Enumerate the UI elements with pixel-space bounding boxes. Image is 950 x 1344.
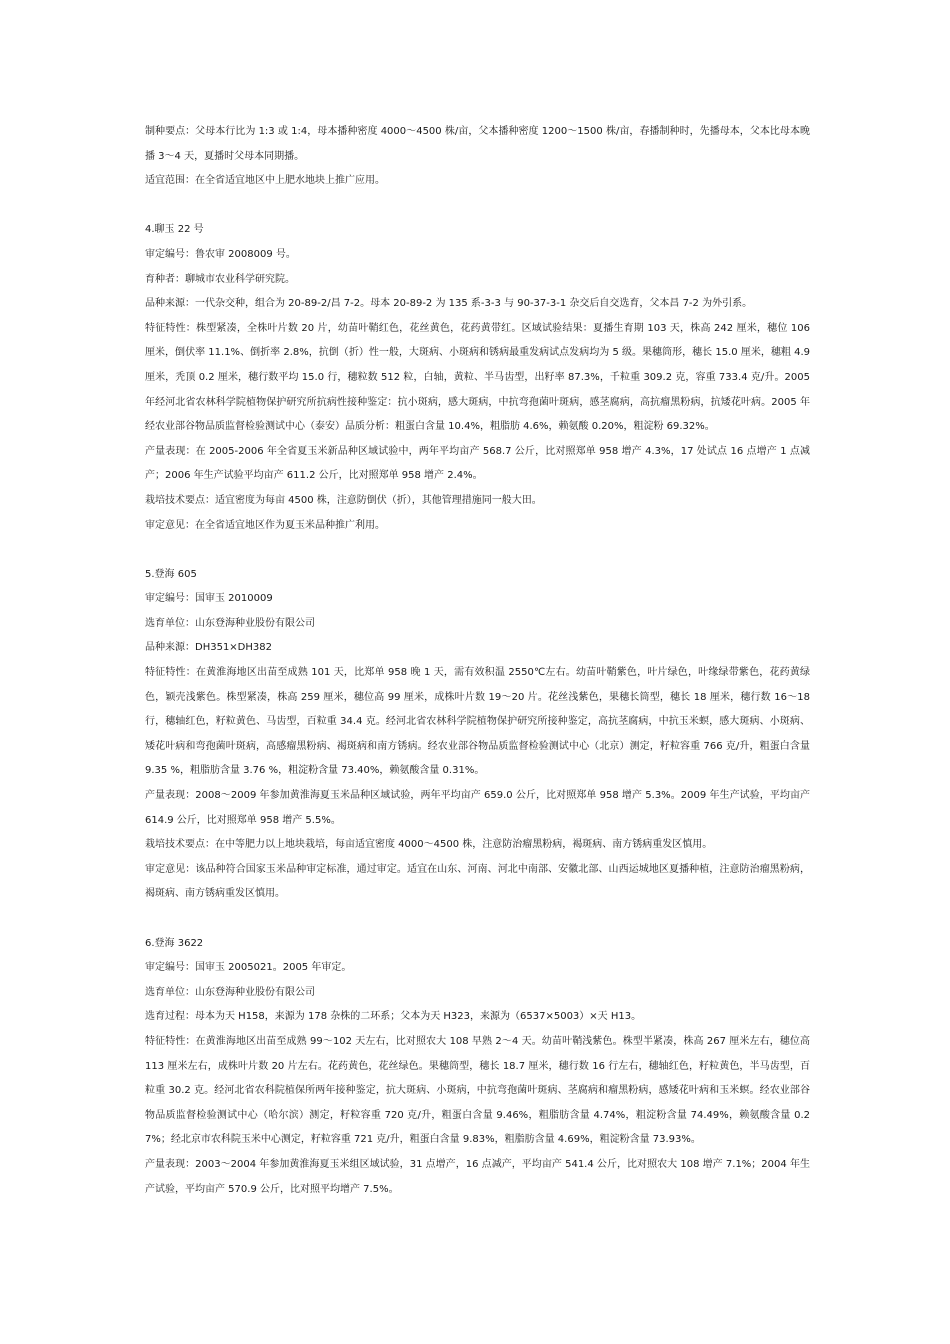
section-liaoyu-22 <box>145 218 810 538</box>
yield-performance: 产量表现：2008～2009 年参加黄淮海夏玉米品种区域试验，两年平均亩产 659.0 公斤，比对照郑单 958 增产 5.3%。2009 年生产试验，平均亩产 614.9 公斤，比对照郑单 958 增产 5.5%。 <box>145 790 810 826</box>
approval-opinion: 审定意见：该品种符合国家玉米品种审定标准，通过审定。适宜在山东、河南、河北中南部、安徽北部、山西运城地区夏播种植，注意防治瘤黑粉病，褐斑病、南方锈病重发区慎用。 <box>145 863 810 900</box>
section-title-denghai-3622: 6.登海 3622 <box>145 937 204 949</box>
section-previous-variety <box>145 120 810 194</box>
section-denghai-605 <box>145 563 810 907</box>
yield-performance: 产量表现：在 2005-2006 年全省夏玉米新品种区域试验中，两年平均亩产 568.7 公斤，比对照郑单 958 增产 4.3%，17 处试点 16 点增产 1 点减产；2006 年生产试验平均亩产 611.2 公斤，比对照郑单 958 增产 2.4%。 <box>145 445 810 482</box>
breeding-unit: 选育单位：山东登海种业股份有限公司 <box>145 986 315 998</box>
section-title-denghai-605: 5.登海 605 <box>145 568 197 580</box>
characteristics: 特征特性：在黄淮海地区出苗至成熟 101 天，比郑单 958 晚 1 天，需有效积温 2550℃左右。幼苗叶鞘紫色，叶片绿色，叶缘绿带紫色，花药黄绿色，颖壳浅紫色。株型紧凑，株高 259 厘米，穗位高 99 厘米，成株叶片数 19～20 片。花丝浅紫色，果穗长筒型，穗长 18 厘米，穗行数 16～18 行，穗轴红色，籽粒黄色、马齿型，百粒重 34.4 克。经河北省农林科学院植物保护研究所接种鉴定，高抗茎腐病，中抗玉米螟，感大斑病、小斑病、矮花叶病和弯孢菌叶斑病，高感瘤黑粉病、褐斑病和南方锈病。经农业部谷物品质监督检验测试中心（北京）测定，籽粒容重 766 克/升，粗蛋白含量 9.35 %，粗脂肪含量 3.76 %，粗淀粉含量 73.40%，赖氨酸含量 0.31%。 <box>145 667 810 777</box>
approval-opinion: 审定意见：在全省适宜地区作为夏玉米品种推广利用。 <box>145 519 385 531</box>
approval-number: 审定编号：国审玉 2010009 <box>145 593 273 605</box>
breeding-process: 选育过程：母本为天 H158，来源为 178 杂株的二环系；父本为天 H323，来源为（6537×5003）×天 H13。 <box>145 1011 642 1023</box>
section-denghai-3622 <box>145 932 810 1203</box>
section-gap <box>145 907 810 932</box>
section-gap <box>145 194 810 219</box>
seed-production-points: 制种要点：父母本行比为 1:3 或 1:4，母本播种密度 4000～4500 株/亩，父本播种密度 1200～1500 株/亩，春播制种时，先播母本，父本比母本晚播 3～4 天，夏播时父母本同期播。 <box>145 126 810 162</box>
cultivation-points: 栽培技术要点：适宜密度为每亩 4500 株，注意防倒伏（折），其他管理措施同一般大田。 <box>145 494 542 506</box>
document-body <box>145 120 810 1202</box>
suitable-range: 适宜范围：在全省适宜地区中上肥水地块上推广应用。 <box>145 175 385 187</box>
yield-performance: 产量表现：2003～2004 年参加黄淮海夏玉米组区域试验，31 点增产，16 点减产，平均亩产 541.4 公斤，比对照农大 108 增产 7.1%；2004 年生产试验，平均亩产 570.9 公斤，比对照平均增产 7.5%。 <box>145 1158 810 1195</box>
cultivation-points: 栽培技术要点：在中等肥力以上地块栽培，每亩适宜密度 4000～4500 株，注意防治瘤黑粉病，褐斑病、南方锈病重发区慎用。 <box>145 839 713 851</box>
section-title-liaoyu-22: 4.聊玉 22 号 <box>145 224 204 236</box>
characteristics: 特征特性：在黄淮海地区出苗至成熟 99～102 天左右，比对照农大 108 早熟 2～4 天。幼苗叶鞘浅紫色。株型半紧凑，株高 267 厘米左右，穗位高 113 厘米左右，成株叶片数 20 片左右。花药黄色，花丝绿色。果穗筒型，穗长 18.7 厘米，穗行数 16 行左右，穗轴红色，籽粒黄色，半马齿型，百粒重 30.2 克。经河北省农科院植保所两年接种鉴定，抗大斑病、小斑病，中抗弯孢菌叶斑病、茎腐病和瘤黑粉病，感矮花叶病和玉米螟。经农业部谷物品质监督检验测试中心（哈尔滨）测定，籽粒容重 720 克/升，粗蛋白含量 9.46%，粗脂肪含量 4.74%，粗淀粉含量 74.49%，赖氨酸含量 0.27%；经北京市农科院玉米中心测定，籽粒容重 721 克/升，粗蛋白含量 9.83%，粗脂肪含量 4.69%，粗淀粉含量 73.93%。 <box>145 1035 810 1146</box>
breeder: 育种者：聊城市农业科学研究院。 <box>145 273 295 285</box>
section-gap <box>145 538 810 563</box>
variety-origin: 品种来源：一代杂交种，组合为 20-89-2/昌 7-2。母本 20-89-2 为 135 系-3-3 与 90-37-3-1 杂交后自交选育，父本昌 7-2 为外引系。 <box>145 298 753 310</box>
variety-origin: 品种来源：DH351×DH382 <box>145 642 272 654</box>
approval-number: 审定编号：鲁农审 2008009 号。 <box>145 248 296 260</box>
characteristics: 特征特性：株型紧凑，全株叶片数 20 片，幼苗叶鞘红色，花丝黄色，花药黄带红。区域试验结果：夏播生育期 103 天，株高 242 厘米，穗位 106 厘米，倒伏率 11.1%、倒折率 2.8%，抗倒（折）性一般，大斑病、小斑病和锈病最重发病试点发病均为 5 级。果穗筒形，穗长 15.0 厘米，穗粗 4.9 厘米，秃顶 0.2 厘米，穗行数平均 15.0 行，穗粒数 512 粒，白轴，黄粒、半马齿型，出籽率 87.3%，千粒重 309.2 克，容重 733.4 克/升。2005 年经河北省农林科学院植物保护研究所抗病性接种鉴定：抗小斑病，感大斑病，中抗弯孢菌叶斑病，感茎腐病，高抗瘤黑粉病，抗矮花叶病。2005 年经农业部谷物品质监督检验测试中心（泰安）品质分析：粗蛋白含量 10.4%，粗脂肪 4.6%，赖氨酸 0.20%，粗淀粉 69.32%。 <box>145 322 810 433</box>
approval-number: 审定编号：国审玉 2005021。2005 年审定。 <box>145 962 352 974</box>
breeding-unit: 选育单位：山东登海种业股份有限公司 <box>145 617 315 629</box>
